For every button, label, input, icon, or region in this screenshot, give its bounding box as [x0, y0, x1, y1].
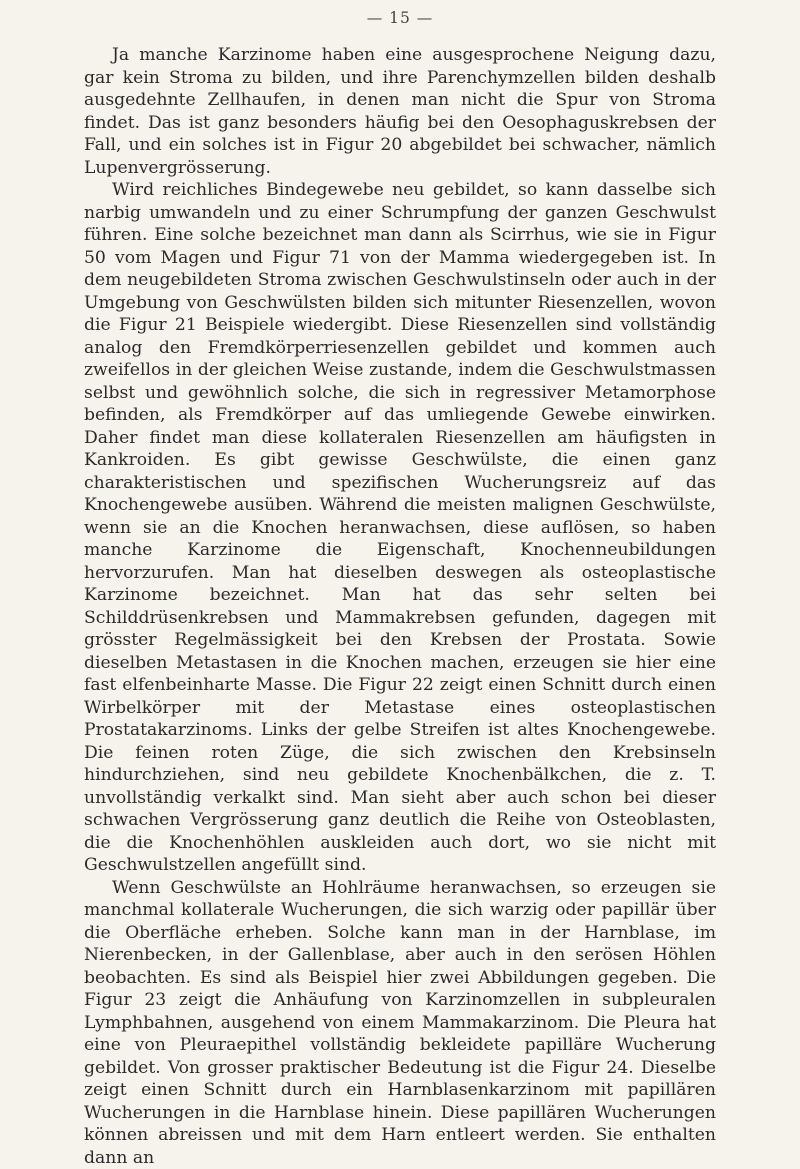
paragraph-stroma: Ja manche Karzinome haben eine ausgesprochene Neigung dazu, gar kein Stroma zu bilden, und ihre Parenchymzellen bilden deshalb ausgedehnte Zellhaufen, in denen man nicht die Spur von Stroma findet. Das ist ganz besonders häufig bei den Oesophaguskrebsen der Fall, und ein solches ist in Figur 20 abgebildet bei schwacher, nämlich Lupenvergrösserung. [84, 44, 716, 179]
paragraph-hohlraeume: Wenn Geschwülste an Hohlräume heranwachsen, so erzeugen sie manchmal kollaterale Wucherungen, die sich warzig oder papillär über die Oberfläche erheben. Solche kann man in der Harnblase, im Nierenbecken, in der Gallenblase, aber auch in den serösen Höhlen beobachten. Es sind als Beispiel hier zwei Abbildungen gegeben. Die Figur 23 zeigt die Anhäufung von Karzinomzellen in subpleuralen Lymphbahnen, ausgehend von einem Mammakarzinom. Die Pleura hat eine von Pleuraepithel vollständig bekleidete papilläre Wucherung gebildet. Von grosser praktischer Bedeutung ist die Figur 24. Dieselbe zeigt einen Schnitt durch ein Harnblasenkarzinom mit papillären Wucherungen in die Harnblase hinein. Diese papillären Wucherungen können abreissen und mit dem Harn entleert werden. Sie enthalten dann an [84, 877, 716, 1169]
page-number: — 15 — [84, 8, 716, 28]
paragraph-bindegewebe: Wird reichliches Bindegewebe neu gebildet, so kann dasselbe sich narbig umwandeln und zu einer Schrumpfung der ganzen Geschwulst führen. Eine solche bezeichnet man dann als Scirrhus, wie sie in Figur 50 vom Magen und Figur 71 von der Mamma wiedergegeben ist. In dem neugebildeten Stroma zwischen Geschwulstinseln oder auch in der Umgebung von Geschwülsten bilden sich mitunter Riesenzellen, wovon die Figur 21 Beispiele wiedergibt. Diese Riesenzellen sind vollständig analog den Fremdkörperriesenzellen gebildet und kommen auch zweifellos in der gleichen Weise zustande, indem die Geschwulstmassen selbst und gewöhnlich solche, die sich in regressiver Metamorphose befinden, als Fremdkörper auf das umliegende Gewebe einwirken. Daher findet man diese kollateralen Riesenzellen am häufigsten in Kankroiden. Es gibt gewisse Geschwülste, die einen ganz charakteristischen und spezifischen Wucherungsreiz auf das Knochengewebe ausüben. Während die meisten malignen Geschwülste, wenn sie an die Knochen heranwachsen, diese auflösen, so haben manche Karzinome die Eigenschaft, Knochenneubildungen hervorzurufen. Man hat dieselben deswegen als osteoplastische Karzinome bezeichnet. Man hat das sehr selten bei Schilddrüsenkrebsen und Mammakrebsen gefunden, dagegen mit grösster Regelmässigkeit bei den Krebsen der Prostata. Sowie dieselben Metastasen in die Knochen machen, erzeugen sie hier eine fast elfenbeinharte Masse. Die Figur 22 zeigt einen Schnitt durch einen Wirbelkörper mit der Metastase eines osteoplastischen Prostatakarzinoms. Links der gelbe Streifen ist altes Knochengewebe. Die feinen roten Züge, die sich zwischen den Krebsinseln hindurchziehen, sind neu gebildete Knochenbälkchen, die z. T. unvollständig verkalkt sind. Man sieht aber auch schon bei dieser schwachen Vergrösserung ganz deutlich die Reihe von Osteoblasten, die die Knochenhöhlen auskleiden auch dort, wo sie nicht mit Geschwulstzellen angefüllt sind. [84, 179, 716, 877]
